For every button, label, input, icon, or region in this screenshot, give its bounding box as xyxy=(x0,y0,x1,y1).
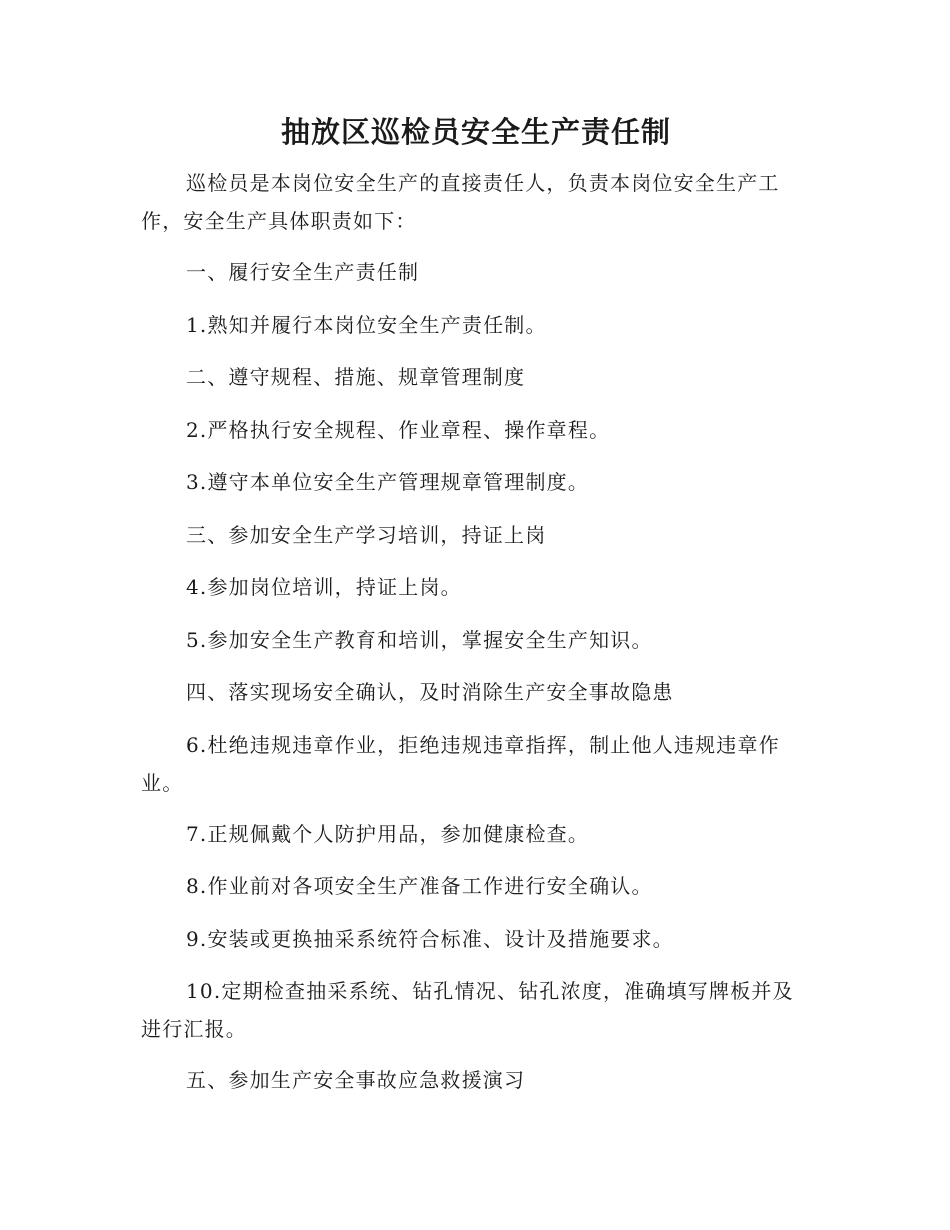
clause-7: 7.正规佩戴个人防护用品，参加健康检查。 xyxy=(186,822,590,846)
section-heading-4: 四、落实现场安全确认，及时消除生产安全事故隐患 xyxy=(186,680,674,704)
section-heading-1: 一、履行安全生产责任制 xyxy=(186,260,420,284)
clause-2: 2.严格执行安全规程、作业章程、操作章程。 xyxy=(186,418,611,442)
clause-9: 9.安装或更换抽采系统符合标准、设计及措施要求。 xyxy=(186,927,674,951)
clause-4: 4.参加岗位培训，持证上岗。 xyxy=(186,575,462,599)
clause-5: 5.参加安全生产教育和培训，掌握安全生产知识。 xyxy=(186,628,653,652)
clause-1: 1.熟知并履行本岗位安全生产责任制。 xyxy=(186,313,547,337)
clause-6: 6.杜绝违规违章作业，拒绝违规违章指挥，制止他人违规违章作业。 xyxy=(141,733,780,795)
document-title: 抽放区巡检员安全生产责任制 xyxy=(280,115,671,149)
clause-10: 10.定期检查抽采系统、钻孔情况、钻孔浓度，准确填写牌板并及进行汇报。 xyxy=(141,979,794,1041)
intro-paragraph: 巡检员是本岗位安全生产的直接责任人，负责本岗位安全生产工作，安全生产具体职责如下： xyxy=(141,171,780,233)
section-heading-5: 五、参加生产安全事故应急救援演习 xyxy=(186,1068,526,1092)
clause-3: 3.遵守本单位安全生产管理规章管理制度。 xyxy=(186,470,590,494)
clause-8: 8.作业前对各项安全生产准备工作进行安全确认。 xyxy=(186,874,653,898)
section-heading-2: 二、遵守规程、措施、规章管理制度 xyxy=(186,365,526,389)
section-heading-3: 三、参加安全生产学习培训，持证上岗 xyxy=(186,523,547,547)
